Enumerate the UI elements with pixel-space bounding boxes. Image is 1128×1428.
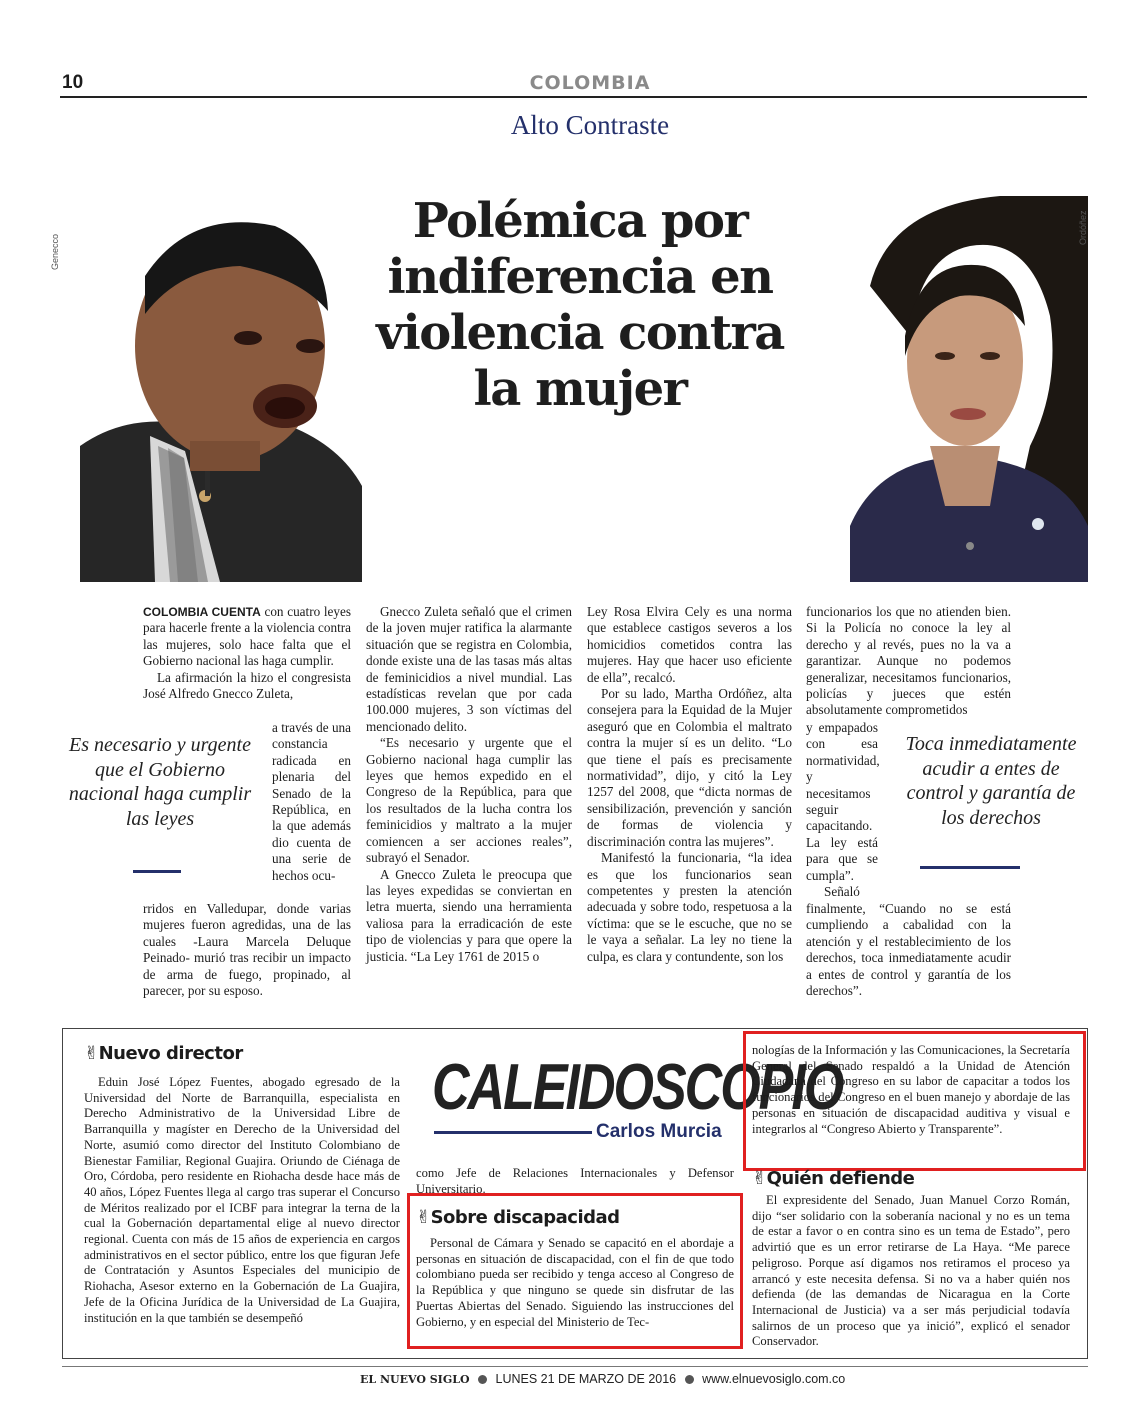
article-column-4-tail (806, 901, 1011, 999)
article-text: Por su lado, Martha Ordóñez, alta consejera para la Equidad de la Mujer aseguró que en Colombia el maltrato contra la mujer sí es un delito. “Lo que tiene el país es precisamente normatividad”, dijo, y citó la Ley 1257 del 2008, que “dicta normas de sensibilización, prevención y sanción de formas de violencia y discriminación contra las mujeres”. (587, 686, 792, 849)
headline (360, 193, 800, 417)
article-text: Manifestó la funcionaria, “la idea es que los funcionarios sean competentes y presten la atención adecuada y sobre todo, respetuosa a la víctima: que se le escuche, que no se le vaya a señalar. La ley no tiene la culpa, es clara y contundente, son los (587, 850, 792, 964)
footer-date: LUNES 21 DE MARZO DE 2016 (495, 1372, 677, 1386)
ordonez-photo-icon (850, 196, 1088, 582)
article-text: Ley Rosa Elvira Cely es una norma que establece castigos severos a los homicidios cometidos contra las mujeres. Hay que hacer uso eficiente de ella”, recalcó. (587, 604, 792, 685)
article-column-2 (366, 604, 572, 965)
caleidoscopio-rule (434, 1131, 592, 1134)
article-column-4-wrap (806, 720, 878, 900)
nuevo-director-heading: ✌Nuevo director (84, 1043, 243, 1064)
footer-brand: EL NUEVO SIGLO (360, 1373, 470, 1386)
columnist-name: Carlos Murcia (596, 1121, 722, 1142)
peace-hand-icon: ✌ (752, 1168, 767, 1189)
article-column-4 (806, 604, 1011, 719)
article-text: rridos en Valledupar, donde varias mujeres fueron agredidas, una de las cuales -Laura Marcela Deluque Peinado- murió tras recibir un impacto de arma de fuego, propinado, al parecer, por su esposo. (143, 901, 351, 999)
bullet-icon (685, 1375, 694, 1384)
quien-defiende-text: El expresidente del Senado, Juan Manuel Corzo Román, dijo “ser solidario con la soberanía nacional y no es un tema de estar a favor o en contra sino es un tema de Estado”, pero advirtió que es un error retirarse de La Haya. “Me parece peligroso. Porque así digamos nos retiramos el proceso ya arrancó y este necesita defensa. Si no va a haber quién nos defienda (de las demandas de Nicaragua en la Corte Internacional de Justicia) va a ser más perjudicial todavía salirnos de un proceso que ya inició”, explicó el senador Conservador. (752, 1193, 1070, 1349)
gnecco-photo-icon (80, 196, 362, 582)
article-column-1 (143, 604, 351, 702)
article-text: Gnecco Zuleta señaló que el crimen de la joven mujer ratifica la alarmante situación que se registra en Colombia, donde existe una de las tasas más altas de feminicidios a nivel mundial. Las estadísticas revelan que por cada 100.000 mujeres, 3 son víctimas del mencionado delito. (366, 604, 572, 734)
nuevo-director-continuation: como Jefe de Relaciones Internacionales y Defensor Universitario. (416, 1166, 734, 1196)
footer-rule (62, 1366, 1088, 1367)
page-number: 10 (62, 72, 84, 93)
headline-line: indiferencia en (387, 249, 773, 305)
footer-url: www.elnuevosiglo.com.co (702, 1372, 846, 1386)
photo-credit-left: Genecco (50, 233, 60, 270)
article-text: funcionarios los que no atienden bien. Si la Policía no conoce la ley al derecho y al revés, pues no la va a garantizar. Aunque no podemos generalizar, necesitamos funcionarios, policías y jueces que estén absolutamente comprometidos (806, 604, 1011, 718)
article-text: finalmente, “Cuando no se está cumpliendo a cabalidad con la atención y el restablecimiento de los derechos, toca inmediatamente acudir a entes de control y garantía de los derechos”. (806, 901, 1011, 999)
headline-line: la mujer (473, 361, 687, 417)
nuevo-director-text: Eduin José López Fuentes, abogado egresado de la Universidad del Norte de Barranquilla, especialista en Derecho Administrativo de la Universidad Libre de Barranquilla y magíster en Derecho de la Universidad del Norte, asumió como director del Instituto Colombiano de Bienestar Familiar, Regional Guajira. Oriundo de Ciénaga de Oro, Córdoba, pero residente en Riohacha desde hace más de 40 años, López Fuentes llega al cargo tras superar el Concurso de Méritos realizado por el ICBF para integrar la terna de la cual la Gobernación departamental elige al nuevo director regional. Cuenta con más de 15 años de experiencia en cargos administrativos en el sector público, entre los que figuran Jefe de Contratación y Asuntos Especiales del municipio de Riohacha, Asesor externo en la Gobernación de La Guajira, Jefe de la Oficina Jurídica de la Universidad de La Guajira, institución en la que también se desempeñó (84, 1075, 400, 1325)
article-lead: COLOMBIA CUENTA (143, 605, 261, 619)
section-title: COLOMBIA (529, 72, 651, 94)
sobre-discapacidad-continuation: nologías de la Información y las Comunicaciones, la Secretaría General del Senado respaldó a la Unidad de Atención Ciudadana del Congreso en su labor de capacitar a todos los funcionarios del Congreso en el buen manejo y abordaje de las personas en situación de discapacidad auditiva y visual e integrarlos al “Congreso Abierto y Transparente”. (752, 1043, 1070, 1136)
footer (360, 1372, 845, 1386)
article-column-3 (587, 604, 792, 965)
article-text: “Es necesario y urgente que el Gobierno nacional haga cumplir las leyes que hemos expedido en el Congreso de la República, para que los resultados de la lucha contra los feminicidios y maltrato a la mujer comiencen a ser acciones reales”, subrayó el Senador. (366, 735, 572, 866)
bullet-icon (478, 1375, 487, 1384)
pullquote-right-rule (920, 866, 1020, 869)
photo-credit-right: Ordóñez (1078, 210, 1088, 245)
peace-hand-icon: ✌ (84, 1043, 99, 1064)
article-text: Señaló (824, 884, 860, 900)
pullquote-left: Es necesario y urgente que el Gobierno nacional haga cumplir las leyes (68, 734, 252, 830)
article-text: a través de una constancia radicada en plenaria del Senado de la República, en la que además dio cuenta de una serie de hechos ocu- (272, 720, 351, 883)
article-column-1-tail (143, 901, 351, 999)
photo-ordonez (850, 196, 1088, 582)
kicker: Alto Contraste (510, 110, 670, 140)
caleidoscopio-title: CALEIDOSCOPIO (432, 1051, 843, 1124)
article-text: A Gnecco Zuleta le preocupa que las leyes expedidas se conviertan en letra muerta, siendo una herramienta valiosa para la erradicación de este tipo de violencias y para que opere la justicia. “La Ley 1761 de 2015 o (366, 866, 572, 964)
peace-hand-icon: ✌ (416, 1207, 431, 1228)
headline-line: violencia contra (376, 305, 784, 361)
pullquote-left-rule (133, 870, 181, 873)
pullquote-right: Toca inmediatamente acudir a entes de control y garantía de los derechos (905, 733, 1077, 829)
sobre-discapacidad-heading: ✌Sobre discapacidad (416, 1207, 620, 1228)
article-text: La afirmación la hizo el congresista José Alfredo Gnecco Zuleta, (143, 669, 351, 702)
article-text: y empapados con esa normatividad, y necesitamos seguir capacitando. La ley está para que se cumpla”. (806, 720, 880, 883)
quien-defiende-heading: ✌Quién defiende (752, 1168, 915, 1189)
article-column-1-wrap (272, 720, 351, 884)
sobre-discapacidad-text: Personal de Cámara y Senado se capacitó en el abordaje a personas en situación de discapacidad, con el fin de que todo colombiano pueda ser recibido y tenga acceso al Congreso de la República y que ninguno se quede sin disfrutar de las Puertas Abiertas del Senado. Siguiendo las instrucciones del Gobierno, y en especial del Ministerio de Tec- (416, 1236, 734, 1329)
article-text: con cuatro leyes para hacerle frente a la violencia contra las mujeres, solo hace falta que el Gobierno nacional las haga cumplir. (143, 604, 351, 669)
header-rule (60, 96, 1087, 98)
photo-gnecco (80, 196, 362, 582)
headline-line: Polémica por (412, 193, 748, 249)
